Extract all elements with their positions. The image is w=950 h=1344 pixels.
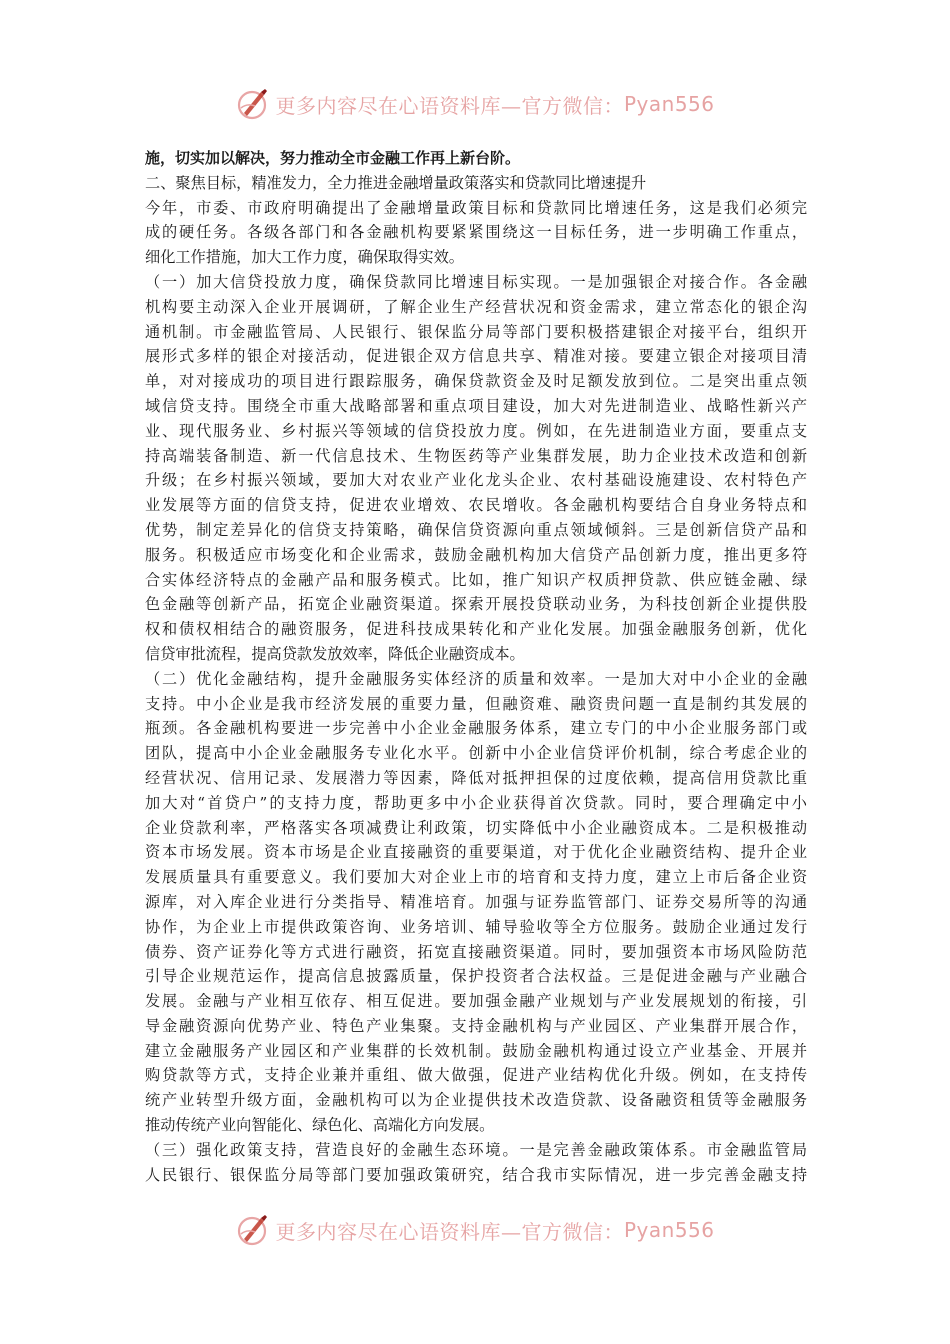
text-line: 成的硬任务。各级各部门和各金融机构要紧紧围绕这一目标任务，进一步明确工作重点， (145, 223, 807, 242)
text-line: 合实体经济特点的金融产品和服务模式。比如，推广知识产权质押贷款、供应链金融、绿 (145, 570, 807, 589)
watermark-wechat-id: Pyan556 (623, 92, 715, 116)
text-line: 经营状况、信用记录、发展潜力等因素，降低对抵押担保的过度依赖，提高信用贷款比重 (145, 768, 807, 787)
text-line: 源库，对入库企业进行分类指导、精准培育。加强与证券监管部门、证券交易所等的沟通 (145, 892, 807, 911)
text-line: 购贷款等方式，支持企业兼并重组、做大做强，促进产业结构优化升级。例如，在支持传 (145, 1066, 807, 1085)
text-line: 发展质量具有重要意义。我们要加大对企业上市的培育和支持力度，建立上市后备企业资 (145, 868, 807, 887)
text-line: 企业贷款利率，严格落实各项减费让利政策，切实降低中小企业融资成本。二是积极推动 (145, 818, 807, 837)
text-line: （三）强化政策支持，营造良好的金融生态环境。一是完善金融政策体系。市金融监管局 (145, 1140, 807, 1159)
text-line: 今年，市委、市政府明确提出了金融增量政策目标和贷款同比增速任务，这是我们必须完 (145, 198, 807, 217)
text-line: 团队，提高中小企业金融服务专业化水平。创新中小企业信贷评价机制，综合考虑企业的 (145, 744, 807, 763)
top-watermark-banner (0, 82, 950, 126)
text-line: 优势，制定差异化的信贷支持策略，确保信贷资源向重点领域倾斜。三是创新信贷产品和 (145, 520, 807, 539)
watermark-text: 更多内容尽在心语资料库—官方微信： (275, 93, 624, 118)
text-line: 持高端装备制造、新一代信息技术、生物医药等产业集群发展，助力企业技术改造和创新 (145, 446, 807, 465)
text-line: 展形式多样的银企对接活动，促进银企双方信息共享、精准对接。要建立银企对接项目清 (145, 347, 807, 366)
text-line: 引导企业规范运作，提高信息披露质量，保护投资者合法权益。三是促进金融与产业融合 (145, 967, 807, 986)
text-line: 二、聚焦目标，精准发力，全力推进金融增量政策落实和贷款同比增速提升 (145, 173, 647, 192)
text-line: 升级；在乡村振兴领域，要加大对农业产业化龙头企业、农村基础设施建设、农村特色产 (145, 471, 807, 490)
document-body (145, 146, 807, 1187)
text-line: 支持。中小企业是我市经济发展的重要力量，但融资难、融资贵问题一直是制约其发展的 (145, 694, 807, 713)
text-line: 细化工作措施，加大工作力度，确保取得实效。 (145, 248, 464, 267)
text-line: 债券、资产证券化等方式进行融资，拓宽直接融资渠道。同时，要加强资本市场风险防范 (145, 942, 807, 961)
text-line: （一）加大信贷投放力度，确保贷款同比增速目标实现。一是加强银企对接合作。各金融 (145, 272, 807, 291)
text-line: 瓶颈。各金融机构要进一步完善中小企业金融服务体系，建立专门的中小企业服务部门或 (145, 719, 807, 738)
text-line: 协作，为企业上市提供政策咨询、业务培训、辅导验收等全方位服务。鼓励企业通过发行 (145, 917, 807, 936)
text-line: 人民银行、银保监分局等部门要加强政策研究，结合我市实际情况，进一步完善金融支持 (145, 1165, 807, 1184)
bottom-watermark-banner (0, 1208, 950, 1252)
pen-logo-icon (235, 1212, 271, 1248)
text-line: 单，对对接成功的项目进行跟踪服务，确保贷款资金及时足额发放到位。二是突出重点领 (145, 372, 807, 391)
pen-logo-icon (235, 86, 271, 122)
text-line: 统产业转型升级方面，金融机构可以为企业提供技术改造贷款、设备融资租赁等金融服务 (145, 1091, 807, 1110)
text-line: 信贷审批流程，提高贷款发放效率，降低企业融资成本。 (145, 644, 525, 663)
text-line: （二）优化金融结构，提升金融服务实体经济的质量和效率。一是加大对中小企业的金融 (145, 669, 807, 688)
text-line: 业发展等方面的信贷支持，促进农业增效、农民增收。各金融机构要结合自身业务特点和 (145, 496, 807, 515)
text-line: 机构要主动深入企业开展调研，了解企业生产经营状况和资金需求，建立常态化的银企沟 (145, 297, 807, 316)
text-line: 通机制。市金融监管局、人民银行、银保监分局等部门要积极搭建银企对接平台，组织开 (145, 322, 807, 341)
text-line: 色金融等创新产品，拓宽企业融资渠道。探索开展投贷联动业务，为科技创新企业提供股 (145, 595, 807, 614)
text-line: 施，切实加以解决，努力推动全市金融工作再上新台阶。 (145, 149, 521, 167)
text-line: 服务。积极适应市场变化和企业需求，鼓励金融机构加大信贷产品创新力度，推出更多符 (145, 545, 807, 564)
text-line: 推动传统产业向智能化、绿色化、高端化方向发展。 (145, 1116, 495, 1135)
text-line: 权和债权相结合的融资服务，促进科技成果转化和产业化发展。加强金融服务创新，优化 (145, 620, 807, 639)
text-line: 建立金融服务产业园区和产业集群的长效机制。鼓励金融机构通过设立产业基金、开展并 (145, 1041, 807, 1060)
text-line: 发展。金融与产业相互依存、相互促进。要加强金融产业规划与产业发展规划的衔接，引 (145, 992, 807, 1011)
text-line: 导金融资源向优势产业、特色产业集聚。支持金融机构与产业园区、产业集群开展合作， (145, 1016, 807, 1035)
text-line: 域信贷支持。围绕全市重大战略部署和重点项目建设，加大对先进制造业、战略性新兴产 (145, 396, 807, 415)
watermark-text: 更多内容尽在心语资料库—官方微信： (275, 1219, 624, 1244)
text-line: 加大对“首贷户”的支持力度，帮助更多中小企业获得首次贷款。同时，要合理确定中小 (145, 793, 807, 812)
text-line: 资本市场发展。资本市场是企业直接融资的重要渠道，对于优化企业融资结构、提升企业 (145, 843, 807, 862)
watermark-wechat-id: Pyan556 (623, 1218, 715, 1242)
text-line: 业、现代服务业、乡村振兴等领域的信贷投放力度。例如，在先进制造业方面，要重点支 (145, 421, 807, 440)
